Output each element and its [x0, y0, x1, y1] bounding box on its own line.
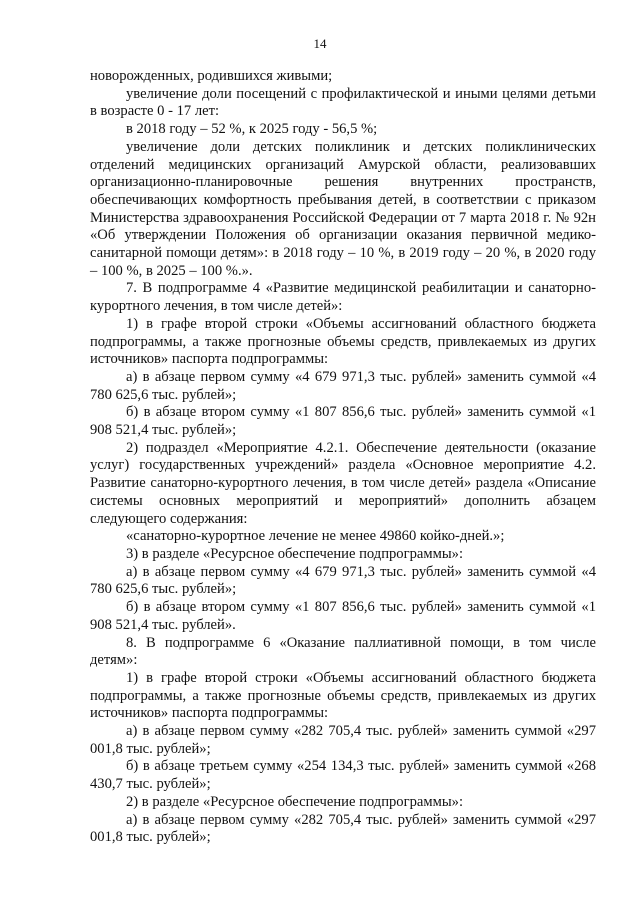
paragraph-item-8: 8. В подпрограмме 6 «Оказание паллиативной помощи, в том числе детям»:	[90, 634, 596, 669]
paragraph-7-3-b: б) в абзаце втором сумму «1 807 856,6 тыс. рублей» заменить суммой «1 908 521,4 тыс. рублей».	[90, 599, 596, 633]
paragraph-7-1-a: а) в абзаце первом сумму «4 679 971,3 тыс. рублей» заменить суммой «4 780 625,6 тыс. рублей»;	[90, 368, 596, 403]
paragraph-polyclinics-share: увеличение доли детских поликлиник и детских поликлинических отделений медицинских организаций Амурской области, реализовавших организационно-планировочные решения внутренних пространств, обеспечивающих комфортность пребывания детей, в соответствии с приказом Министерства здравоохранения Российской Федерации от 7 марта 2018 г. № 92н «Об утверждении Положения об организации оказания первичной медико-санитарной помощи детям»: в 2018 году – 10 %, в 2019 году – 20 %, в 2020 году – 100 %, в 2025 – 100 %.».	[90, 138, 596, 279]
paragraph-7-1-b: б) в абзаце втором сумму «1 807 856,6 тыс. рублей» заменить суммой «1 908 521,4 тыс. рублей»;	[90, 404, 596, 439]
paragraph-7-3-a: а) в абзаце первом сумму «4 679 971,3 тыс. рублей» заменить суммой «4 780 625,6 тыс. рублей»;	[90, 563, 596, 598]
document-body	[90, 68, 596, 847]
paragraph-8-2-a: а) в абзаце первом сумму «282 705,4 тыс. рублей» заменить суммой «297 001,8 тыс. рублей»;	[90, 811, 596, 846]
paragraph-8-1-a: а) в абзаце первом сумму «282 705,4 тыс. рублей» заменить суммой «297 001,8 тыс. рублей»;	[90, 723, 596, 757]
paragraph-item-7: 7. В подпрограмме 4 «Развитие медицинской реабилитации и санаторно-курортного лечения, в том числе детей»:	[90, 280, 596, 315]
page-number: 14	[313, 36, 327, 51]
paragraph-7-1: 1) в графе второй строки «Объемы ассигнований областного бюджета подпрограммы, а также прогнозные объемы средств, привлекаемых из других источников» паспорта подпрограммы:	[90, 315, 596, 368]
paragraph-8-2: 2) в разделе «Ресурсное обеспечение подпрограммы»:	[126, 793, 463, 810]
paragraph-7-2-quote: «санаторно-курортное лечение не менее 49860 койко-дней.»;	[126, 528, 505, 545]
paragraph-7-3: 3) в разделе «Ресурсное обеспечение подпрограммы»:	[126, 545, 463, 562]
paragraph-continuation: новорожденных, родившихся живыми;	[90, 68, 333, 84]
paragraph-7-2: 2) подраздел «Мероприятие 4.2.1. Обеспечение деятельности (оказание услуг) государственных учреждений» раздела «Основное мероприятие 4.2. Развитие санаторно-курортного лечения, в том числе детей» раздела «Описание системы основных мероприятий и мероприятий» дополнить абзацем следующего содержания:	[90, 439, 596, 527]
paragraph-visits-share: увеличение доли посещений с профилактической и иными целями детьми в возрасте 0 - 17 лет:	[90, 85, 596, 120]
paragraph-8-1-b: б) в абзаце третьем сумму «254 134,3 тыс. рублей» заменить суммой «268 430,7 тыс. рублей»;	[90, 758, 596, 793]
paragraph-8-1: 1) в графе второй строки «Объемы ассигнований областного бюджета подпрограммы, а также прогнозные объемы средств, привлекаемых из других источников» паспорта подпрограммы:	[90, 669, 596, 722]
paragraph-visits-values: в 2018 году – 52 %, к 2025 году - 56,5 %;	[126, 121, 378, 138]
